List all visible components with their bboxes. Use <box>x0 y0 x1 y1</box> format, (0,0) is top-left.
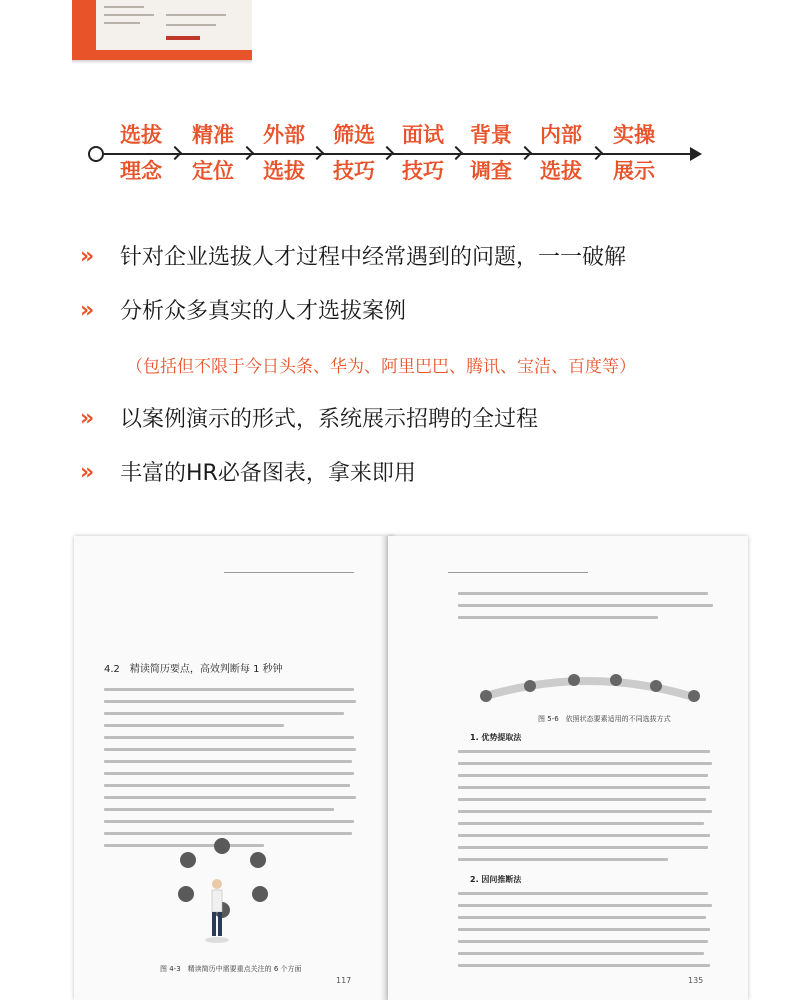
book-cover-panel <box>96 0 252 50</box>
arc-diagram <box>478 656 698 716</box>
body-text <box>104 688 362 856</box>
arc-node <box>480 690 492 702</box>
figure-caption: 图 5-6 依照状态要素适用的不同选拔方式 <box>538 715 671 723</box>
double-chevron-icon: » <box>80 406 91 431</box>
figure-caption: 图 4-3 精读简历中需要重点关注的 6 个方面 <box>160 965 302 973</box>
timeline-arrow-icon <box>690 147 702 161</box>
book-cover-shadow <box>72 60 252 64</box>
book-pages-preview <box>74 536 744 1000</box>
arc-node <box>688 690 700 702</box>
body-text <box>458 892 720 976</box>
arc-node <box>568 674 580 686</box>
timeline-line <box>104 153 694 155</box>
section-heading: 1. 优势提取法 <box>470 733 522 742</box>
book-page-right <box>388 536 748 1000</box>
figure-node <box>180 852 196 868</box>
figure-node <box>250 852 266 868</box>
double-chevron-icon: » <box>80 244 91 269</box>
section-title: 4.2 精读简历要点，高效判断每 1 秒钟 <box>104 664 283 675</box>
section-heading: 2. 因问推断法 <box>470 875 522 884</box>
body-text <box>458 592 720 628</box>
figure-node <box>214 838 230 854</box>
double-chevron-icon: » <box>80 298 91 323</box>
chevron-right-icon <box>589 146 603 160</box>
double-chevron-icon: » <box>80 460 91 485</box>
figure-node <box>252 886 268 902</box>
body-text <box>458 750 720 870</box>
timeline-start-dot <box>88 146 104 162</box>
page-number: 117 <box>336 976 352 985</box>
arc-node <box>650 680 662 692</box>
feature-sub-note: （包括但不限于今日头条、华为、阿里巴巴、腾讯、宝洁、百度等） <box>126 357 636 377</box>
figure-node <box>178 886 194 902</box>
page-number: 135 <box>688 976 704 985</box>
person-figure-icon <box>204 876 230 946</box>
book-page-left <box>74 536 394 1000</box>
arc-node <box>610 674 622 686</box>
arc-node <box>524 680 536 692</box>
book-cover <box>72 0 252 60</box>
